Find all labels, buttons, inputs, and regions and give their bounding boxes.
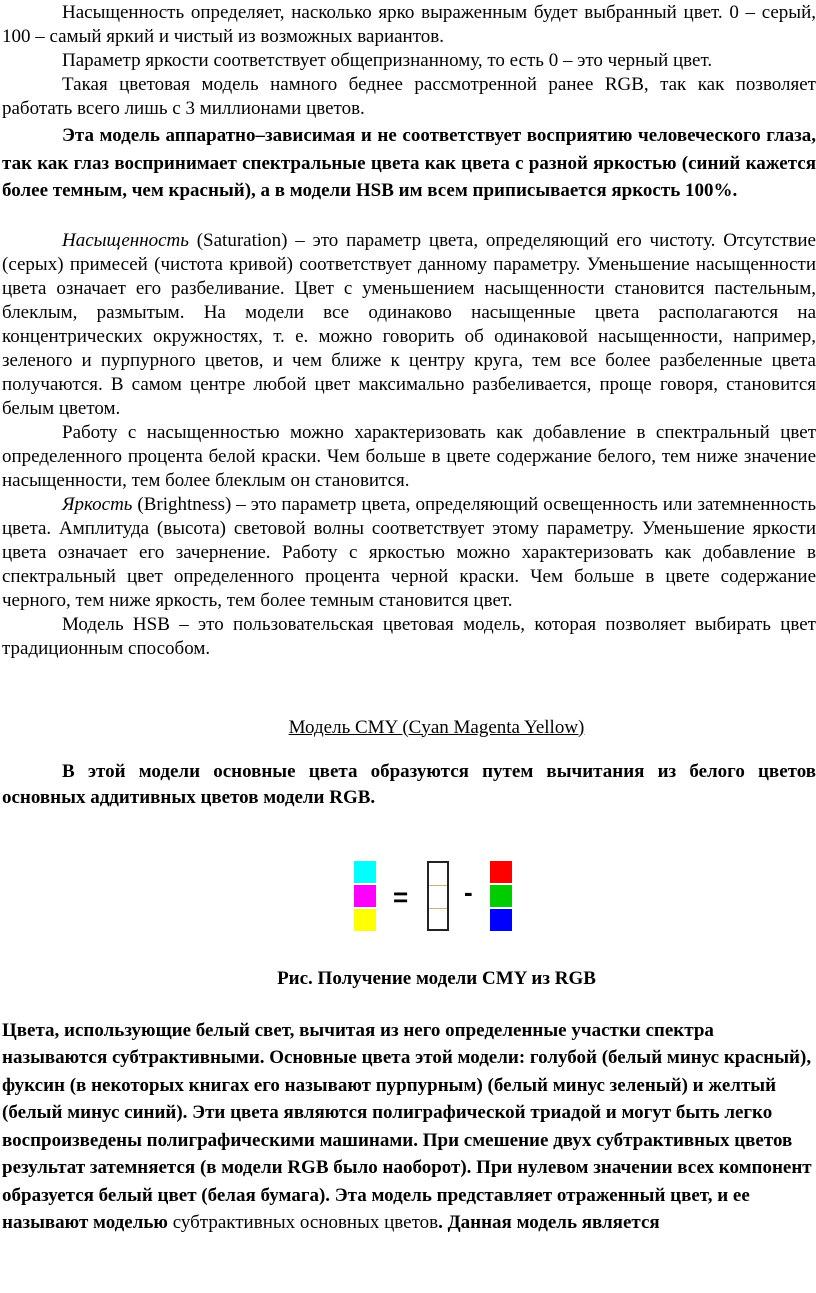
section-heading-cmy: Модель CMY (Cyan Magenta Yellow) bbox=[288, 716, 585, 738]
swatch-magenta bbox=[354, 885, 376, 907]
swatch-green bbox=[490, 885, 512, 907]
white-box-divider-2 bbox=[429, 908, 447, 909]
paragraph-hsb-summary: Модель HSB – это пользовательская цветовая модель, которая позволяет выбирать цвет традиционным способом. bbox=[2, 613, 816, 659]
paragraph-brightness-parameter: Параметр яркости соответствует общепризнанному, то есть 0 – это черный цвет. bbox=[62, 50, 713, 71]
subtractive-bold-text: Цвета, использующие белый свет, вычитая из него определенные участки спектра называются субтрактивными. Основные цвета этой модели: голубой (белый минус красный), фуксин (в некоторых книгах его называют пурпурным) (белый минус зеленый) и желтый (белый минус синий). Эти цвета являются полиграфической триадой и могут быть легко воспроизведены полиграфическими машинами. При смешение двух субтрактивных цветов результат затемняется (в модели RGB было наоборот). При нулевом значении всех компонент образуется белый цвет (белая бумага). Эта модель представляет отраженный цвет, и ее называют моделью bbox=[2, 1019, 812, 1233]
paragraph-model-comparison: Такая цветовая модель намного беднее рассмотренной ранее RGB, так как позволяет работать всего лишь с 3 миллионами цветов. bbox=[2, 74, 816, 119]
swatch-red bbox=[490, 861, 512, 883]
paragraph-saturation-work: Работу с насыщенностью можно характеризовать как добавление в спектральный цвет определенного процента белой краски. Чем больше в цвете содержание белого, тем ниже значение насыщенности, тем более блеклым он становится. bbox=[2, 421, 816, 491]
brightness-text: (Brightness) – это параметр цвета, определяющий освещенность или затемненность цвета. Амплитуда (высота) световой волны соответствует этому параметру. Уменьшение яркости цвета означает его зачернение. Работу с яркостью можно характеризовать как добавление в спектральный цвет определенного процента черной краски. Чем больше в цвете содержание черного, тем ниже яркость, тем более темным становится цвет. bbox=[2, 493, 816, 611]
swatch-yellow bbox=[354, 909, 376, 931]
swatch-blue bbox=[490, 909, 512, 931]
bold-note-hardware-dependent: Эта модель аппаратно–зависимая и не соответствует восприятию человеческого глаза, так как глаз воспринимает спектральные цвета как цвета с разной яркостью (синий кажется более темным, чем красный), а в модели HSB им всем приписывается яркость 100%. bbox=[2, 125, 816, 201]
subtractive-plain-text: субтрактивных основных цветов bbox=[172, 1212, 439, 1233]
white-box-divider-1 bbox=[429, 885, 447, 886]
figure-caption: Рис. Получение модели CMY из RGB bbox=[277, 967, 596, 989]
term-brightness: Яркость bbox=[62, 493, 133, 515]
minus-sign: - bbox=[464, 876, 473, 907]
swatch-cyan bbox=[354, 861, 376, 883]
white-box bbox=[427, 861, 449, 931]
figure-cmy-from-rgb bbox=[2, 857, 816, 945]
paragraph-subtractive bbox=[2, 1017, 816, 1237]
paragraph-saturation-definition: Насыщенность определяет, насколько ярко выраженным будет выбранный цвет. 0 – серый, 100 – самый яркий и чистый из возможных вариантов. bbox=[2, 2, 816, 47]
paragraph-brightness bbox=[2, 493, 816, 613]
document-page bbox=[2, 1, 816, 1237]
equals-sign: = bbox=[393, 881, 409, 912]
saturation-text: (Saturation) – это параметр цвета, определяющий его чистоту. Отсутствие (серых) примесей (чистота кривой) соответствует данному параметру. Уменьшение насыщенности цвета означает его разбеливание. Цвет с уменьшением насыщенности становится пастельным, блеклым, размытым. На модели все одинаково насыщенные цвета располагаются на концентрических окружностях, т. е. можно говорить об одинаковой насыщенности, например, зеленого и пурпурного цветов, и чем ближе к центру круга, тем все более разбеленные цвета получаются. В самом центре любой цвет максимально разбеливается, проще говоря, становится белым цветом. bbox=[2, 229, 816, 419]
paragraph-cmy-lead: В этой модели основные цвета образуются путем вычитания из белого цветов основных аддитивных цветов модели RGB. bbox=[2, 760, 816, 808]
paragraph-saturation bbox=[2, 229, 816, 421]
term-saturation: Насыщенность bbox=[62, 229, 189, 251]
subtractive-tail-text: . Данная модель является bbox=[438, 1212, 660, 1233]
